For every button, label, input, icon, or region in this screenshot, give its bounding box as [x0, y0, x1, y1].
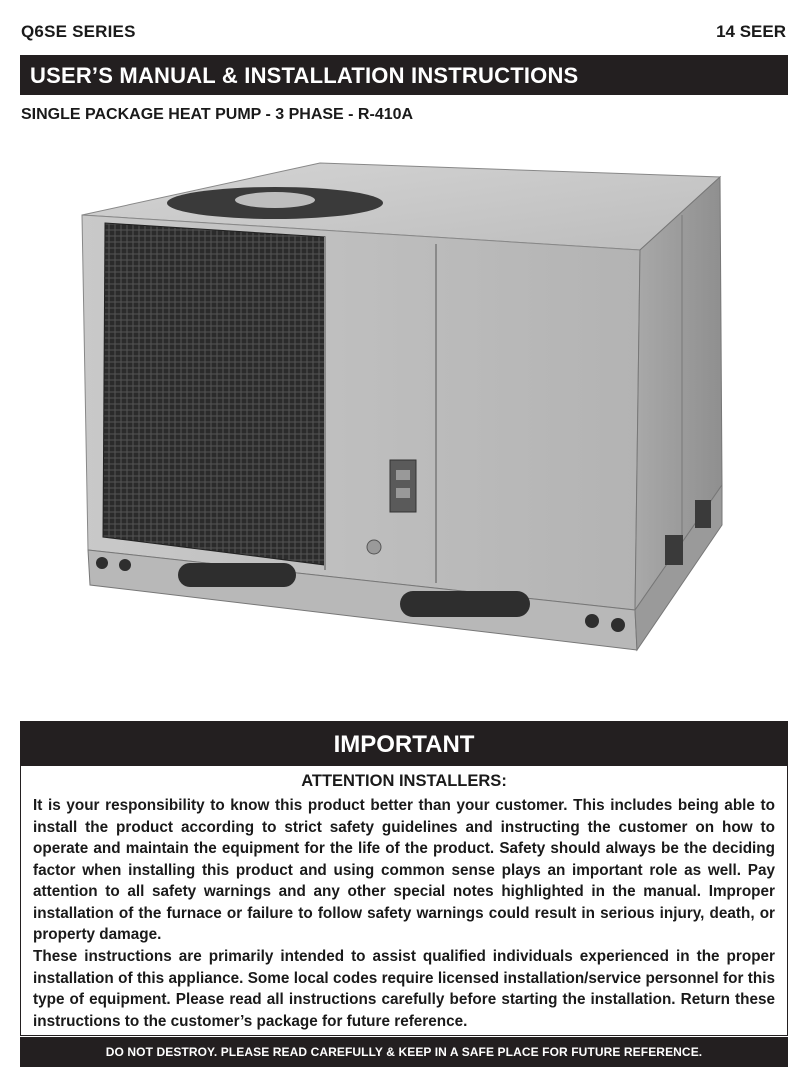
title-bar — [20, 55, 788, 95]
document-title: USER’S MANUAL & INSTALLATION INSTRUCTIONS — [30, 63, 579, 88]
important-notice — [20, 721, 788, 1036]
heat-pump-unit-photo — [70, 155, 740, 665]
footer-bar — [20, 1037, 788, 1067]
important-heading: IMPORTANT — [333, 731, 475, 758]
footer-notice: DO NOT DESTROY. PLEASE READ CAREFULLY & KEEP IN A SAFE PLACE FOR FUTURE REFERENCE. — [105, 1045, 703, 1059]
seer-rating: 14 SEER — [716, 22, 786, 41]
attention-heading: ATTENTION INSTALLERS: — [301, 772, 507, 790]
responsibility-paragraph: It is your responsibility to know this product better than your customer. This includes being able to install the product according to strict safety guidelines and instructing the customer on how to operate and maintain the equipment for the life of the product. Safety should always be the deciding factor when installing this product and using common sense plays an important role as well. Pay attention to all safety warnings and any other special notes highlighted in the manual. Improper installation of the furnace or failure to follow safety warnings could result in serious injury, death, or property damage. — [33, 797, 775, 943]
series-label: Q6SE SERIES — [21, 22, 136, 41]
instructions-paragraph: These instructions are primarily intended to assist qualified individuals experienced in the proper installation of this appliance. Some local codes require licensed installation/service personnel for this type of equipment. Please read all instructions carefully before starting the installation. Return these instructions to the customer’s package for future reference. — [33, 948, 775, 1030]
important-header — [21, 722, 787, 766]
product-image — [70, 155, 740, 665]
document-subtitle: SINGLE PACKAGE HEAT PUMP - 3 PHASE - R-410A — [21, 106, 414, 123]
